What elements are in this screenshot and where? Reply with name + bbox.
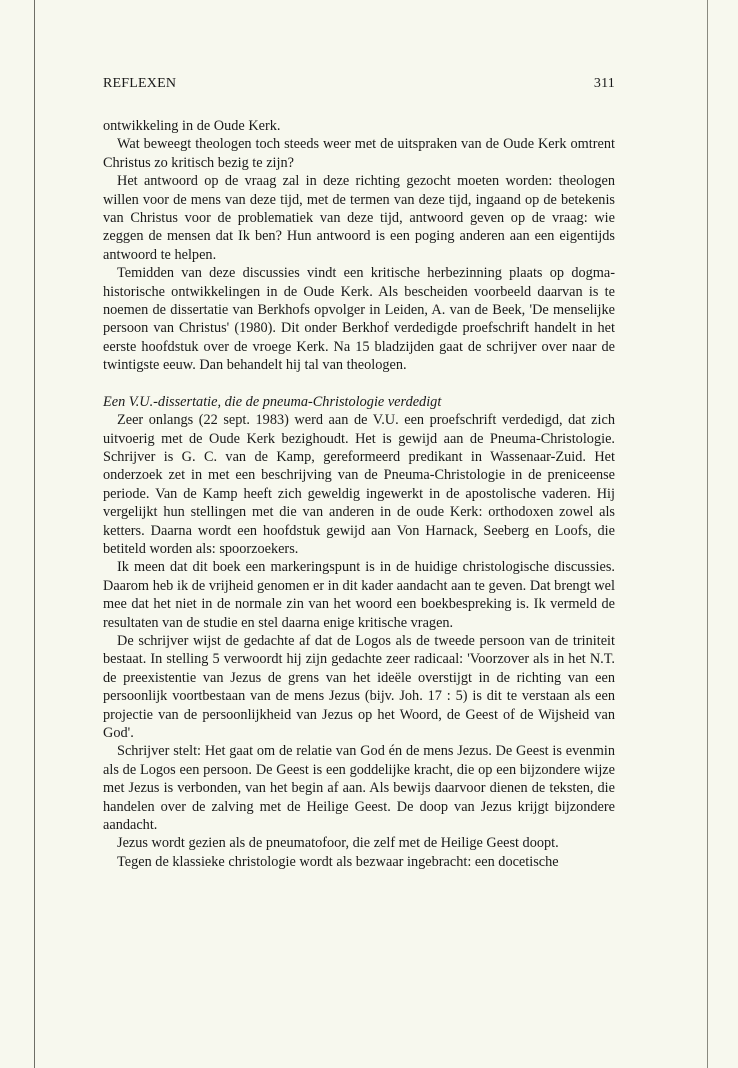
page-body [103,117,615,871]
paragraph: Temidden van deze discussies vindt een kritische herbezinning plaats op dogma-historische ontwikkelingen in de Oude Kerk. Als bescheiden voorbeeld daarvan is te noemen de dissertatie van Berkhofs opvolger in Leiden, A. van de Beek, 'De menselijke persoon van Christus' (1980). Dit onder Berkhof verdedigde proefschrift handelt in het eerste hoofdstuk over de vroege Kerk. Na 15 bladzijden gaat de schrijver over naar de twintigste eeuw. Dan behandelt hij tal van theologen. [103,265,615,374]
running-title: REFLEXEN [103,76,177,91]
paragraph: ontwikkeling in de Oude Kerk. [103,118,281,134]
scan-edge-right [707,0,708,1068]
section-heading: Een V.U.-dissertatie, die de pneuma-Christologie verdedigt [103,393,442,410]
page-number: 311 [593,76,615,91]
paragraph: Het antwoord op de vraag zal in deze richting gezocht moeten worden: theologen willen voor de mens van deze tijd, met de termen van deze tijd, ingaand op de betekenis van Christus voor de problematiek van deze tijd, antwoord geven op de vraag: wie zeggen de mensen dat Ik ben? Hun antwoord is een poging anderen aan een eigentijds antwoord te helpen. [103,173,615,263]
paragraph: Wat beweegt theologen toch steeds weer met de uitspraken van de Oude Kerk omtrent Christus zo kritisch bezig te zijn? [103,136,615,171]
paragraph: Tegen de klassieke christologie wordt als bezwaar ingebracht: een docetische [117,853,559,870]
paragraph: Jezus wordt gezien als de pneumatofoor, die zelf met de Heilige Geest doopt. [117,835,559,852]
paragraph: Zeer onlangs (22 sept. 1983) werd aan de V.U. een proefschrift verdedigd, dat zich uitvoerig met de Oude Kerk bezighoudt. Het is gewijd aan de Pneuma-Christologie. Schrijver is G. C. van de Kamp, gereformeerd predikant in Wassenaar-Zuid. Het onderzoek zet in met een beschrijving van de Pneuma-Christologie in de preniceense periode. Van de Kamp heeft zich geweldig ingewerkt in de apostolische vaderen. Hij vergelijkt hun stellingen met die van anderen in de oude Kerk: orthodoxen zowel als ketters. Daarna wordt een hoofdstuk gewijd aan Von Harnack, Seeberg en Loofs, die betiteld worden als: spoorzoekers. [103,412,615,557]
paragraph: Schrijver stelt: Het gaat om de relatie van God én de mens Jezus. De Geest is evenmin als de Logos een persoon. De Geest is een goddelijke kracht, die op een bijzondere wijze met Jezus is verbonden, van het begin af aan. Als bewijs daarvoor dienen de teksten, die handelen over de zalving met de Heilige Geest. De doop van Jezus krijgt bijzondere aandacht. [103,743,615,834]
paragraph: De schrijver wijst de gedachte af dat de Logos als de tweede persoon van de triniteit bestaat. In stelling 5 verwoordt hij zijn gedachte zeer radicaal: 'Voorzover als in het N.T. de preexistentie van Jezus de grens van het ideële overstijgt in de richting van een persoonlijk voortbestaan van de mens Jezus (bijv. Joh. 17 : 5) is dit te verstaan als een projectie van de persoonlijkheid van Jezus op het Woord, de Geest of de Wijsheid van God'. [103,632,615,741]
scan-edge-left [34,0,35,1068]
paragraph: Ik meen dat dit boek een markeringspunt is in de huidige christologische discussies. Daarom heb ik de vrijheid genomen er in dit kader aandacht aan te geven. Dat brengt wel mee dat het niet in de normale zin van het woord een boekbespreking is. Ik vermeld de resultaten van de studie en stel daarna enige kritische vragen. [103,559,615,631]
